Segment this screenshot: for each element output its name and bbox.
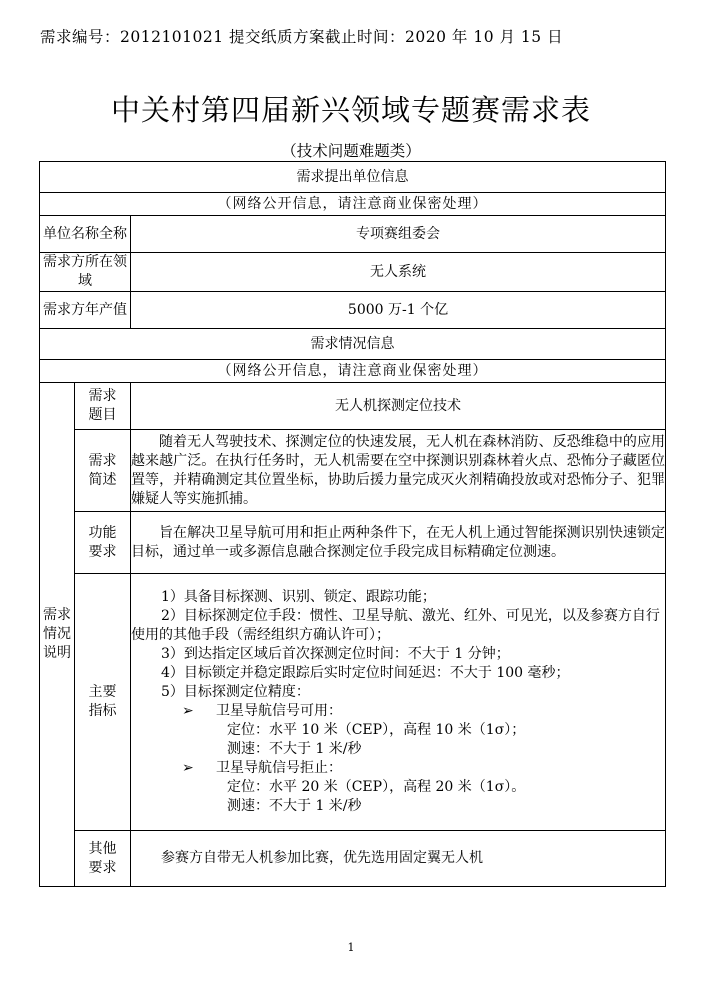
topic-label: 需求题目 — [75, 383, 131, 430]
function-row — [40, 512, 666, 574]
unit-name-value: 专项赛组委会 — [131, 216, 666, 253]
sub2-position: 定位：水平 20 米（CEP），高程 20 米（1σ）。 — [227, 779, 526, 795]
topic-value: 无人机探测定位技术 — [131, 383, 666, 430]
sub-condition-available-title: 卫星导航信号可用： — [216, 703, 342, 719]
group-label: 需求情况说明 — [40, 383, 75, 887]
requirement-table — [39, 161, 666, 887]
function-cell — [131, 512, 666, 574]
summary-row — [40, 430, 666, 512]
summary-label: 需求简述 — [75, 430, 131, 512]
section1-title: 需求提出单位信息 — [40, 162, 666, 193]
section2-note: （网络公开信息，请注意商业保密处理） — [40, 360, 666, 383]
bullet-arrow-icon: ➢ — [182, 760, 194, 776]
function-text: 旨在解决卫星导航可用和拒止两种条件下，在无人机上通过智能探测识别快速锁定目标，通过单一或多源信息融合探测定位手段完成目标精确定位测速。 — [131, 524, 666, 560]
section1-title-row — [40, 162, 666, 193]
sub-condition-available — [131, 702, 665, 721]
sub-condition-denied — [131, 759, 665, 778]
field-row — [40, 253, 666, 292]
section2-title-row — [40, 329, 666, 360]
indicators-label: 主要指标 — [75, 574, 131, 831]
bullet-arrow-icon: ➢ — [182, 703, 194, 719]
indicator-item-2: 2）目标探测定位手段：惯性、卫星导航、激光、红外、可见光，以及参赛方自行使用的其他手段（需经组织方确认许可）； — [131, 608, 660, 643]
indicator-item-5: 5）目标探测定位精度： — [161, 684, 310, 700]
page-subtitle: （技术问题难题类） — [281, 142, 421, 160]
section1-note-row — [40, 193, 666, 216]
topic-row — [40, 383, 666, 430]
unit-name-label: 单位名称全称 — [40, 216, 131, 253]
output-value-label: 需求方年产值 — [40, 292, 131, 329]
page-number: 1 — [347, 941, 355, 954]
requirement-number-line: 需求编号：2012101021 提交纸质方案截止时间：2020 年 10 月 15 日 — [40, 28, 564, 46]
other-row — [40, 831, 666, 887]
sub-condition-denied-title: 卫星导航信号拒止： — [216, 760, 342, 776]
sub1-position: 定位：水平 10 米（CEP），高程 10 米（1σ）； — [227, 722, 526, 738]
indicator-item-1: 1）具备目标探测、识别、锁定、跟踪功能； — [161, 589, 436, 605]
other-value: 参赛方自带无人机参加比赛，优先选用固定翼无人机 — [131, 831, 666, 887]
output-value-row — [40, 292, 666, 329]
section2-title: 需求情况信息 — [40, 329, 666, 360]
field-label: 需求方所在领域 — [40, 253, 131, 292]
indicator-item-4: 4）目标锁定并稳定跟踪后实时定位时间延迟：不大于 100 毫秒； — [161, 665, 570, 681]
function-label: 功能要求 — [75, 512, 131, 574]
output-value-value: 5000 万-1 个亿 — [131, 292, 666, 329]
field-value: 无人系统 — [131, 253, 666, 292]
page-title: 中关村第四届新兴领域专题赛需求表 — [110, 93, 591, 127]
unit-name-row — [40, 216, 666, 253]
summary-text: 随着无人驾驶技术、探测定位的快速发展，无人机在森林消防、反恐维稳中的应用越来越广泛。在执行任务时，无人机需要在空中探测识别森林着火点、恐怖分子藏匿位置等，并精确测定其位置坐标，协助后援力量完成灭火剂精确投放或对恐怖分子、犯罪嫌疑人等实施抓捕。 — [131, 433, 666, 507]
section2-note-row — [40, 360, 666, 383]
summary-cell — [131, 430, 666, 512]
section1-note: （网络公开信息，请注意商业保密处理） — [40, 193, 666, 216]
indicator-item-3: 3）到达指定区域后首次探测定位时间：不大于 1 分钟； — [161, 646, 510, 662]
indicators-cell — [131, 574, 666, 831]
other-label: 其他要求 — [75, 831, 131, 887]
sub1-speed: 测速：不大于 1 米/秒 — [227, 741, 362, 757]
sub2-speed: 测速：不大于 1 米/秒 — [227, 798, 362, 814]
indicators-row — [40, 574, 666, 831]
